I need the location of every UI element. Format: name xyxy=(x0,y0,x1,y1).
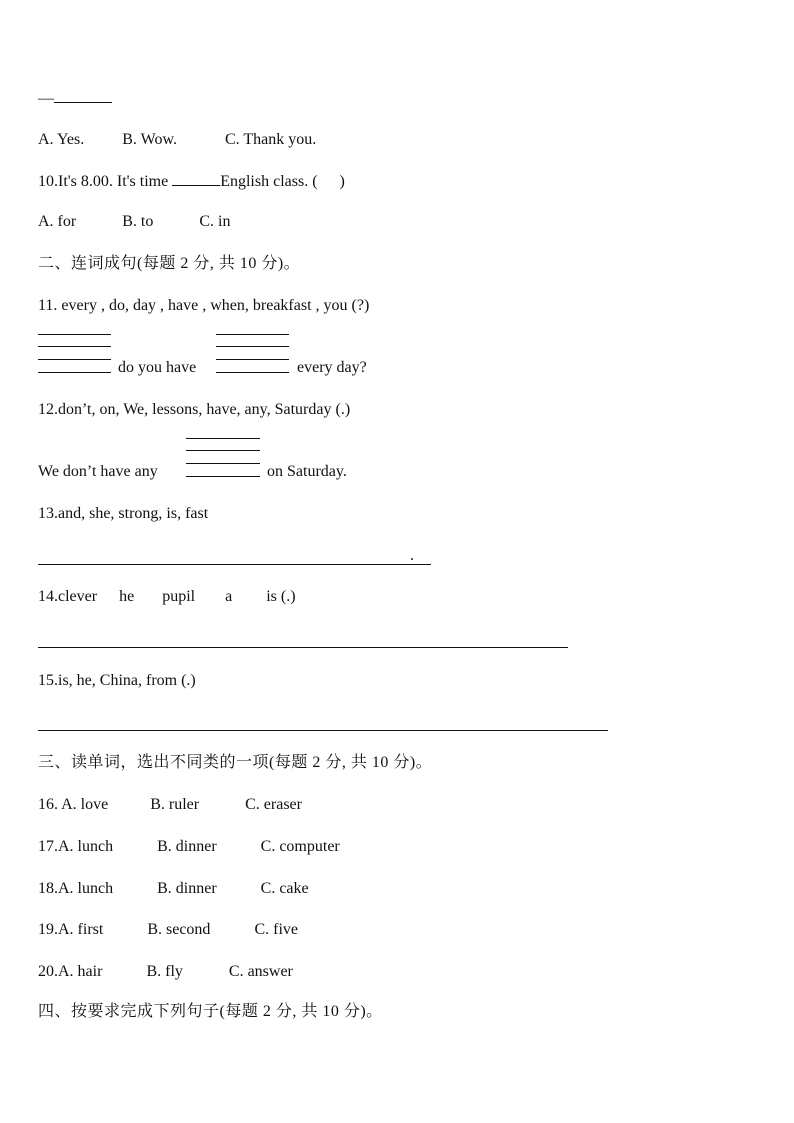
q18-option-b[interactable]: B. dinner xyxy=(157,880,217,897)
q10-blank[interactable] xyxy=(172,171,220,186)
q9-answer-line xyxy=(38,88,112,109)
q19-number: 19. xyxy=(38,921,58,938)
q18-number: 18. xyxy=(38,880,58,897)
q12-start-text: We don’t have any xyxy=(38,463,158,480)
q11-blank-group-1[interactable] xyxy=(38,334,111,374)
q11-blank-group-2[interactable] xyxy=(216,334,289,374)
q13-words: and, she, strong, is, fast xyxy=(58,505,209,522)
q11-prompt xyxy=(38,296,369,316)
q10-text: It's 8.00. It's time xyxy=(58,173,169,190)
q10-option-c[interactable]: C. in xyxy=(199,213,231,230)
q16-option-c[interactable]: C. eraser xyxy=(245,796,302,813)
q14-word-2: he xyxy=(119,588,135,605)
q15-number: 15. xyxy=(38,672,58,689)
q10-option-b[interactable]: B. to xyxy=(122,213,154,230)
q13-period: . xyxy=(410,547,414,564)
q11-words: every , do, day , have , when, breakfast , you (?) xyxy=(61,297,370,314)
q18-option-a[interactable]: A. lunch xyxy=(58,880,114,897)
q12-prompt xyxy=(38,400,350,420)
q15-answer-line[interactable] xyxy=(38,730,608,731)
q20-option-b[interactable]: B. fly xyxy=(146,963,183,980)
q16-number: 16. xyxy=(38,796,58,813)
q9-option-a[interactable]: A. Yes. xyxy=(38,131,85,148)
q12-number: 12. xyxy=(38,401,58,418)
q10-number: 10. xyxy=(38,173,58,190)
q13-answer-line[interactable] xyxy=(38,564,431,565)
q10-option-a[interactable]: A. for xyxy=(38,213,77,230)
q19-option-c[interactable]: C. five xyxy=(254,921,298,938)
q9-options xyxy=(38,130,316,150)
q17-row xyxy=(38,837,340,857)
q17-option-b[interactable]: B. dinner xyxy=(157,838,217,855)
q9-blank[interactable] xyxy=(54,88,112,103)
q15-prompt xyxy=(38,671,196,691)
q19-option-a[interactable]: A. first xyxy=(58,921,104,938)
q14-prompt xyxy=(38,587,296,607)
q20-option-a[interactable]: A. hair xyxy=(58,963,103,980)
q11-number: 11. xyxy=(38,297,58,314)
q9-option-c[interactable]: C. Thank you. xyxy=(224,131,317,148)
q19-row xyxy=(38,920,298,940)
section-4-title: 四、按要求完成下列句子(每题 2 分, 共 10 分)。 xyxy=(38,1003,383,1020)
q20-option-c[interactable]: C. answer xyxy=(228,963,293,980)
q16-option-b[interactable]: B. ruler xyxy=(150,796,200,813)
q16-option-a[interactable]: A. love xyxy=(61,796,109,813)
q12-words: don’t, on, We, lessons, have, any, Saturday (.) xyxy=(58,401,351,418)
q15-words: is, he, China, from (.) xyxy=(58,672,196,689)
q10-close-paren: ) xyxy=(339,173,345,190)
q9-option-b[interactable]: B. Wow. xyxy=(122,131,177,148)
q18-option-c[interactable]: C. cake xyxy=(260,880,309,897)
q16-row xyxy=(38,795,302,815)
q14-word-4: a xyxy=(225,588,233,605)
q17-option-c[interactable]: C. computer xyxy=(260,838,340,855)
q13-number: 13. xyxy=(38,505,58,522)
section-2-title: 二、连词成句(每题 2 分, 共 10 分)。 xyxy=(38,255,301,272)
q14-answer-line[interactable] xyxy=(38,647,568,648)
q18-row xyxy=(38,879,309,899)
q12-blank-group[interactable] xyxy=(186,438,260,478)
q11-end-text: every day? xyxy=(297,359,367,376)
q14-word-5: is (.) xyxy=(266,588,296,605)
q13-prompt xyxy=(38,504,208,524)
q12-end-text: on Saturday. xyxy=(267,463,347,480)
q10-text-after: English class. ( xyxy=(220,173,318,190)
q14-word-1: clever xyxy=(58,588,98,605)
q14-number: 14. xyxy=(38,588,58,605)
q20-row xyxy=(38,962,293,982)
q14-word-3: pupil xyxy=(162,588,196,605)
q10-options xyxy=(38,212,230,232)
q17-option-a[interactable]: A. lunch xyxy=(58,838,114,855)
q20-number: 20. xyxy=(38,963,58,980)
q17-number: 17. xyxy=(38,838,58,855)
q11-mid-text: do you have xyxy=(118,359,197,376)
q9-dash: — xyxy=(38,90,54,107)
q19-option-b[interactable]: B. second xyxy=(147,921,211,938)
section-3-title: 三、读单词，选出不同类的一项(每题 2 分, 共 10 分)。 xyxy=(38,754,433,771)
q10-stem xyxy=(38,171,345,192)
